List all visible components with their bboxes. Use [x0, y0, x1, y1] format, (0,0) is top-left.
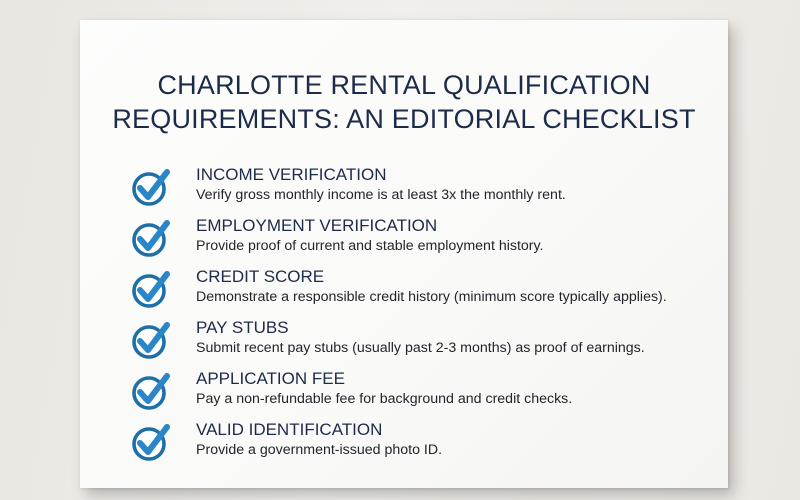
item-description: Verify gross monthly income is at least 3x the monthly rent. — [196, 187, 566, 203]
item-description: Provide proof of current and stable employment history. — [196, 238, 544, 254]
item-description: Provide a government-issued photo ID. — [196, 442, 443, 458]
item-description: Pay a non-refundable fee for background and credit checks. — [196, 391, 573, 407]
checklist-item — [130, 215, 710, 266]
checkmark-circle-icon — [130, 217, 172, 259]
item-description: Submit recent pay stubs (usually past 2-3 months) as proof of earnings. — [196, 340, 645, 356]
checkmark-circle-icon — [130, 319, 172, 361]
item-title: CREDIT SCORE — [196, 267, 325, 286]
checklist-item — [130, 317, 710, 368]
checklist-item — [130, 164, 710, 215]
item-title: VALID IDENTIFICATION — [196, 420, 383, 439]
checklist-card — [80, 20, 728, 488]
checklist-item — [130, 419, 710, 470]
checkmark-circle-icon — [130, 421, 172, 463]
item-title: PAY STUBS — [196, 318, 289, 337]
item-title: INCOME VERIFICATION — [196, 165, 387, 184]
title-line-1: CHARLOTTE RENTAL QUALIFICATION — [157, 70, 651, 100]
checkmark-circle-icon — [130, 370, 172, 412]
checklist-item — [130, 368, 710, 419]
checkmark-circle-icon — [130, 166, 172, 208]
item-title: APPLICATION FEE — [196, 369, 345, 388]
title-line-2: REQUIREMENTS: AN EDITORIAL CHECKLIST — [112, 104, 696, 134]
item-description: Demonstrate a responsible credit history (minimum score typically applies). — [196, 289, 667, 305]
item-title: EMPLOYMENT VERIFICATION — [196, 216, 438, 235]
checkmark-circle-icon — [130, 268, 172, 310]
page-title — [80, 68, 728, 136]
checklist — [130, 164, 710, 470]
checklist-item — [130, 266, 710, 317]
